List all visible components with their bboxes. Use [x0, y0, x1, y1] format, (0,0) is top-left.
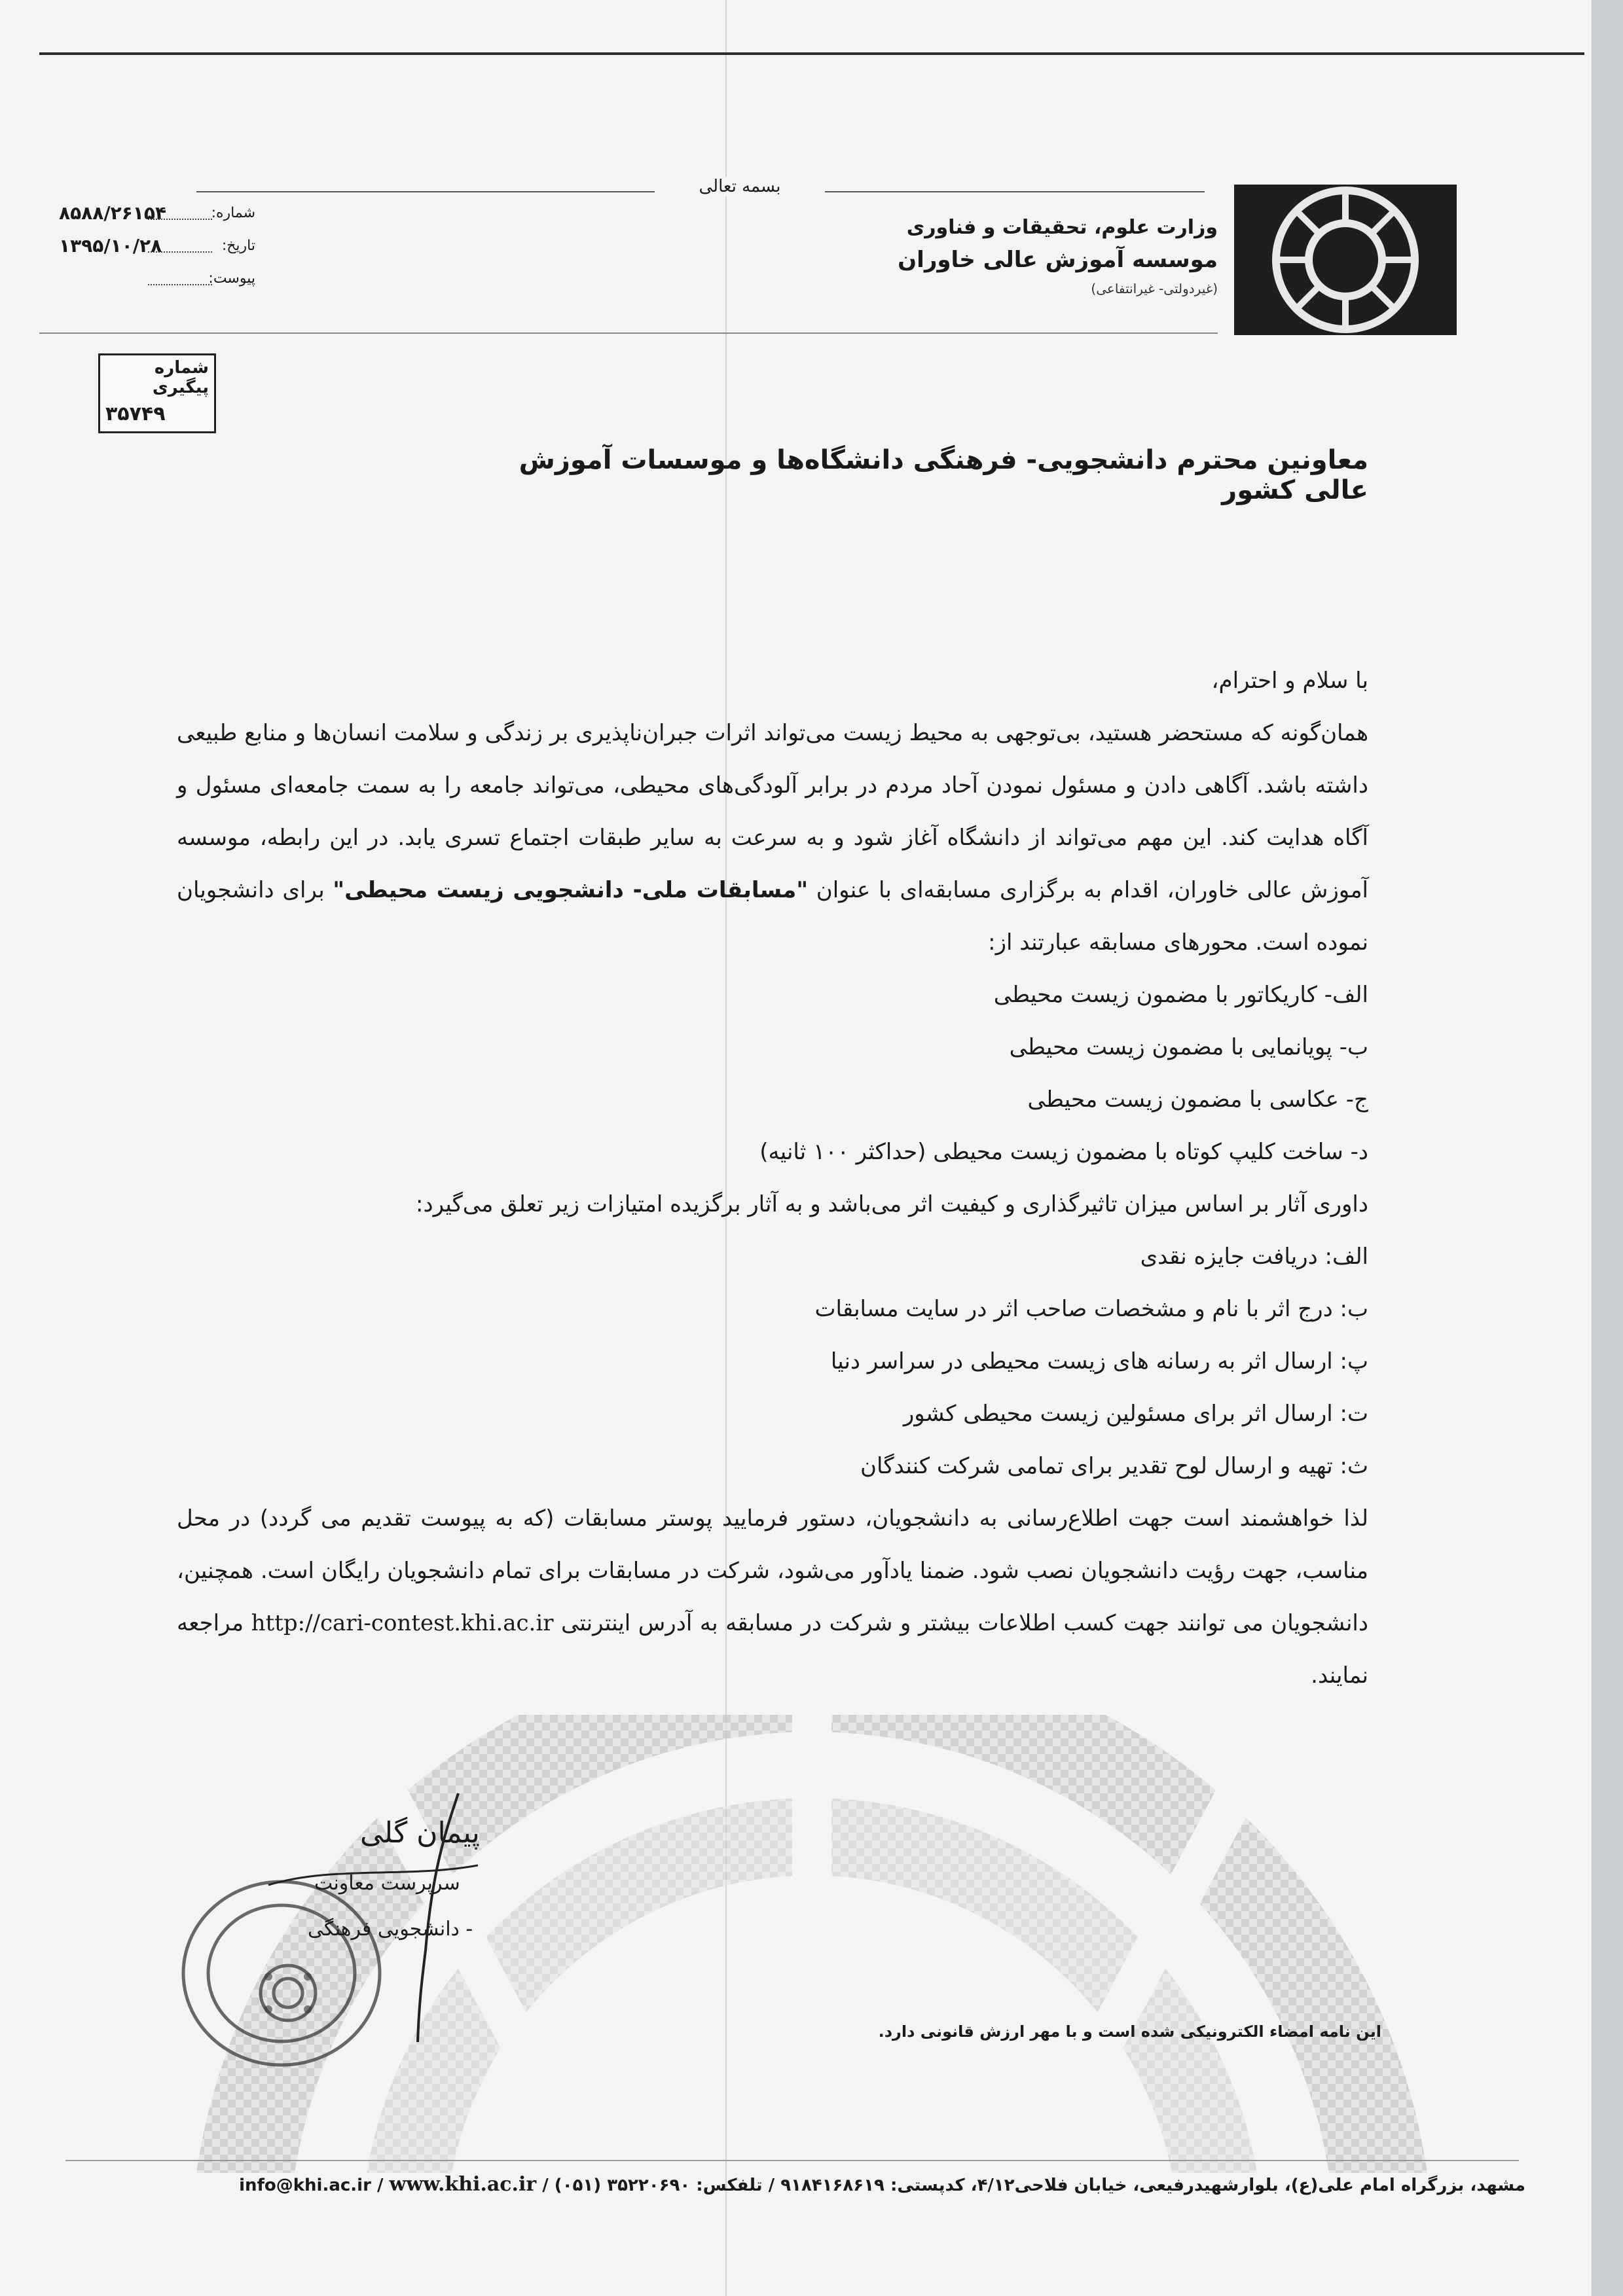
date-row — [59, 229, 255, 262]
benefit-item: ت: ارسال اثر برای مسئولین زیست محیطی کشور — [903, 1401, 1368, 1427]
basmala: بسمه تعالی — [655, 177, 825, 196]
benefit-item: ب: درج اثر با نام و مشخصات صاحب اثر در سایت مسابقات — [814, 1296, 1368, 1322]
letter-meta — [59, 196, 255, 295]
address-text: مشهد، بزرگراه امام علی(ع)، بلوارشهیدرفیعی، خیابان فلاحی۴/۱۲، کدپستی: ۹۱۸۴۱۶۸۶۱۹ / تلفکس: ۳۵۲۲۰۶۹۰ (۰۵۱) / info@khi.ac.ir / — [239, 2176, 1525, 2195]
website-link[interactable]: www.khi.ac.ir — [389, 2173, 537, 2196]
attachment-label: پیوست: — [208, 270, 255, 287]
recipient-line: معاونین محترم دانشجویی- فرهنگی دانشگاه‌ها و موسسات آموزش عالی کشور — [519, 445, 1368, 505]
handwritten-signature-icon — [170, 1780, 537, 2055]
number-label: شماره: — [211, 204, 255, 221]
tracking-box — [98, 353, 216, 433]
signatory-department: - دانشجویی فرهنگی — [308, 1918, 473, 1941]
closing-paragraph: لذا خواهشمند است جهت اطلاع‌رسانی به دانشجویان، دستور فرمایید پوستر مسابقات (که به پیوست تقدیم می گردد) در محل مناسب، جهت رؤیت دانشجویان نصب شود. ضمنا یادآور می‌شود، شرکت در مسابقات برای تمام دانشجویان رایگان است. همچنین، دانشجویان می توانند جهت کسب اطلاعات بیشتر و شرکت در مسابقه به آدرس اینترنتی http://cari-contest.khi.ac.ir مراجعه نمایند. — [177, 1505, 1368, 1689]
institute-logo-icon — [1234, 185, 1457, 335]
tracking-label: شماره پیگیری — [152, 358, 209, 397]
institute-name: موسسه آموزش عالی خاوران — [898, 247, 1218, 273]
intro-paragraph: همان‌گونه که مستحضر هستید، بی‌توجهی به محیط زیست می‌تواند اثرات جبران‌ناپذیری بر زندگی و سلامت انسان‌ها و منابع طبیعی داشته باشد. آگاهی دادن و مسئول نمودن آحاد مردم در برابر آلودگی‌های محیطی، می‌تواند جامعه را به سمت جامعه‌ای مسئول و آگاه هدایت کند. این مهم می‌تواند از دانشگاه آغاز شود و به سرعت به سایر طبقات اجتماع تسری یابد. در این رابطه، موسسه آموزش عالی خاوران، اقدام به برگزاری مسابقه‌ای با عنوان "مسابقات ملی- دانشجویی زیست محیطی" برای دانشجویان نموده است. محورهای مسابقه عبارتند از: — [177, 720, 1368, 956]
date-label: تاریخ: — [221, 237, 255, 254]
letter-number: ۸۵۸۸/۲۶۱۵۴ — [59, 202, 167, 224]
topic-item: د- ساخت کلیپ کوتاه با مضمون زیست محیطی (حداکثر ۱۰۰ ثانیه) — [759, 1139, 1368, 1165]
top-rule — [39, 52, 1584, 55]
topic-item: الف- کاریکاتور با مضمون زیست محیطی — [993, 982, 1368, 1008]
institute-type: (غیردولتی- غیرانتفاعی) — [1091, 281, 1218, 296]
ministry-name: وزارت علوم، تحقیقات و فناوری — [906, 216, 1218, 239]
signatory-name: پیمان گلی — [360, 1816, 480, 1850]
letter-body — [177, 655, 1368, 1702]
organization-block — [890, 216, 1218, 296]
signatory-title: سرپرست معاونت — [314, 1872, 460, 1895]
topic-item: ب- پویانمایی با مضمون زیست محیطی — [1009, 1034, 1368, 1060]
footer-address — [65, 2173, 1525, 2196]
benefit-item: پ: ارسال اثر به رسانه های زیست محیطی در سراسر دنیا — [830, 1348, 1368, 1374]
greeting: با سلام و احترام، — [1211, 668, 1368, 694]
topic-item: ج- عکاسی با مضمون زیست محیطی — [1027, 1086, 1368, 1113]
contest-url-link[interactable]: http://cari-contest.khi.ac.ir — [251, 1610, 554, 1636]
number-row — [59, 196, 255, 229]
judging-paragraph: داوری آثار بر اساس میزان تاثیرگذاری و کیفیت اثر می‌باشد و به آثار برگزیده امتیازات زیر تعلق می‌گیرد: — [416, 1191, 1368, 1217]
benefit-item: ث: تهیه و ارسال لوح تقدیر برای تمامی شرکت کنندگان — [860, 1453, 1368, 1479]
attachment-row — [59, 262, 255, 295]
benefit-item: الف: دریافت جایزه نقدی — [1140, 1244, 1368, 1270]
footer-rule — [65, 2160, 1519, 2161]
contest-name: "مسابقات ملی- دانشجویی زیست محیطی" — [333, 877, 809, 903]
header-divider — [39, 332, 1218, 334]
electronic-signature-notice: این نامه امضاء الکترونیکی شده است و با مهر ارزش قانونی دارد. — [878, 2022, 1381, 2041]
tracking-number: ۳۵۷۴۹ — [105, 403, 166, 425]
letter-date: ۱۳۹۵/۱۰/۲۸ — [59, 234, 162, 257]
